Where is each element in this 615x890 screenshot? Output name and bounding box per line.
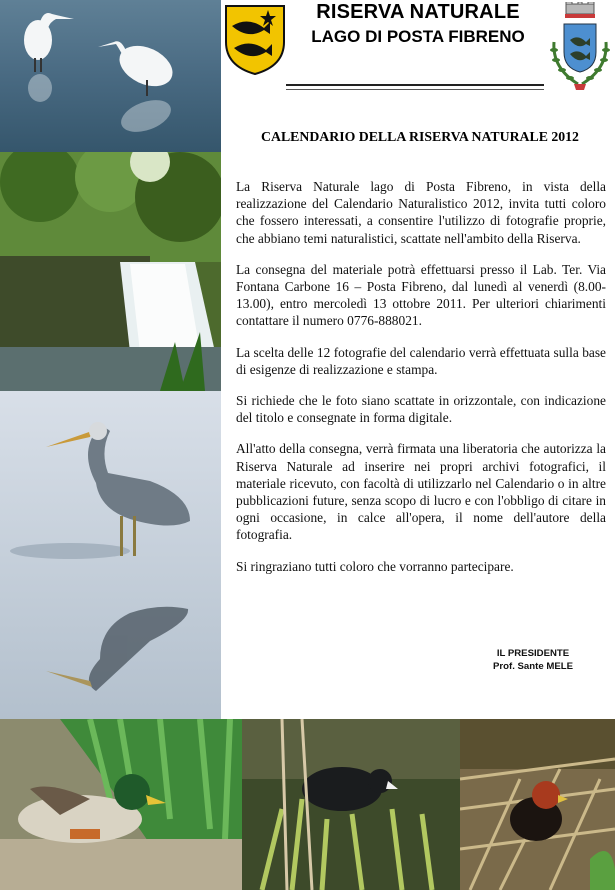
photo-coot	[242, 719, 460, 890]
header-divider	[286, 84, 544, 86]
paragraph-release: All'atto della consegna, verrà firmata una liberatoria che autorizza la Riserva Naturale ad inserire nei propri archivi fotografici, il materiale ricevuto, con facoltà di utilizzarlo nel Calendario o in altre pubblicazioni future, senza scopo di lucro e con l'obbligo di citare in ogni occasione, in calce all'opera, il nome dell'autore della fotografia.	[236, 441, 606, 543]
document-body	[236, 178, 606, 589]
signature-name: Prof. Sante MELE	[493, 661, 573, 672]
paragraph-format: Si richiede che le foto siano scattate in orizzontale, con indicazione del titolo e consegnate in forma digitale.	[236, 393, 606, 426]
photo-chick	[460, 719, 615, 890]
signature-role: IL PRESIDENTE	[496, 648, 570, 659]
fish-emblem-icon	[224, 4, 286, 76]
document-heading: CALENDARIO DELLA RISERVA NATURALE 2012	[261, 129, 579, 144]
header-divider-thin	[286, 89, 544, 90]
paragraph-selection: La scelta delle 12 fotografie del calendario verrà effettuata sulla base di esigenze di realizzazione e stampa.	[236, 344, 606, 377]
photo-heron	[0, 391, 221, 719]
crest-icon	[548, 2, 612, 94]
photo-mallard	[0, 719, 242, 890]
reserve-subtitle: LAGO DI POSTA FIBRENO	[311, 27, 525, 46]
photo-egrets	[0, 0, 221, 152]
paragraph-delivery: La consegna del materiale potrà effettuarsi presso il Lab. Ter. Via Fontana Carbone 16 – Posta Fibreno, dal lunedì al venerdì (8.00-13.00), entro mercoledì 13 ottobre 2011. Per ulteriori chiarimenti contattare il numero 0776-888021.	[236, 261, 606, 329]
reserve-title: RISERVA NATURALE	[316, 1, 520, 23]
photo-waterfall	[0, 152, 221, 391]
paragraph-thanks: Si ringraziano tutti coloro che vorranno partecipare.	[236, 558, 514, 574]
paragraph-invitation: La Riserva Naturale lago di Posta Fibreno, in vista della realizzazione del Calendario Naturalistico 2012, invita tutti coloro che fossero interessati, a consentire l'utilizzo di fotografie proprie, che abbiano temi naturalistici, scattate nell'ambito della Riserva.	[236, 179, 606, 246]
signature-block	[468, 647, 598, 673]
